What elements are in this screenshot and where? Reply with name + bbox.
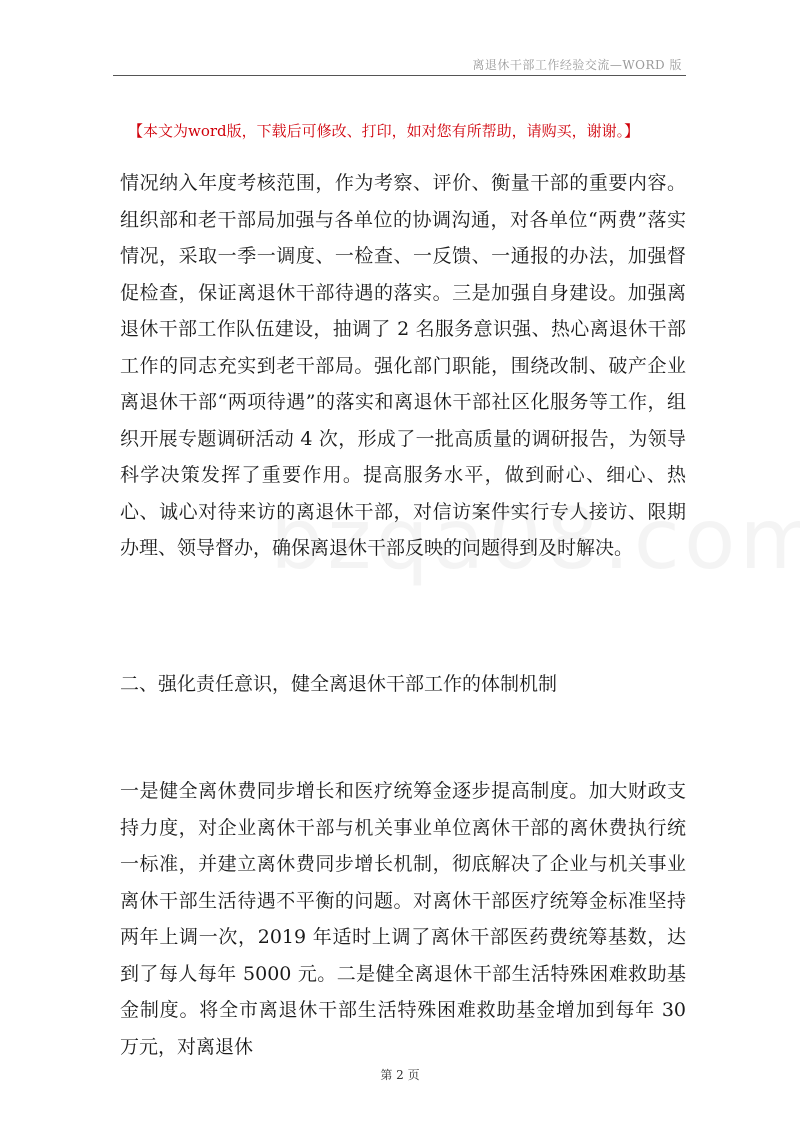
purchase-notice: 【本文为word版，下载后可修改、打印，如对您有所帮助，请购买，谢谢。】 bbox=[128, 122, 640, 140]
document-header-title: 离退休干部工作经验交流—WORD 版 bbox=[472, 58, 682, 72]
header-divider bbox=[113, 75, 686, 76]
body-paragraph-2: 一是健全离休费同步增长和医疗统筹金逐步提高制度。加大财政支持力度，对企业离休干部与机关事业单位离休干部的离休费执行统一标准，并建立离休费同步增长机制，彻底解决了企业与机关事业离休干部生活待遇不平衡的问题。对离休干部医疗统筹金标准坚持两年上调一次，2019 年适时上调了离休干部医药费统筹基数，达到了每人每年 5000 元。二是健全离退休干部生活特殊困难救助基金制度。将全市离退休干部生活特殊困难救助基金增加到每年 30 万元，对离退休 bbox=[120, 780, 686, 1058]
section-heading-2: 二、强化责任意识，健全离退休干部工作的体制机制 bbox=[120, 673, 558, 695]
page-number: 第 2 页 bbox=[380, 1068, 420, 1082]
body-paragraph-1: 情况纳入年度考核范围，作为考察、评价、衡量干部的重要内容。组织部和老干部局加强与各单位的协调沟通，对各单位“两费”落实情况，采取一季一调度、一检查、一反馈、一通报的办法，加强督促检查，保证离退休干部待遇的落实。三是加强自身建设。加强离退休干部工作队伍建设，抽调了 2 名服务意识强、热心离退休干部工作的同志充实到老干部局。强化部门职能，围绕改制、破产企业离退休干部“两项待遇”的落实和离退休干部社区化服务等工作，组织开展专题调研活动 4 次，形成了一批高质量的调研报告，为领导科学决策发挥了重要作用。提高服务水平，做到耐心、细心、热心、诚心对待来访的离退休干部，对信访案件实行专人接访、限期办理、领导督办，确保离退休干部反映的问题得到及时解决。 bbox=[120, 172, 686, 559]
